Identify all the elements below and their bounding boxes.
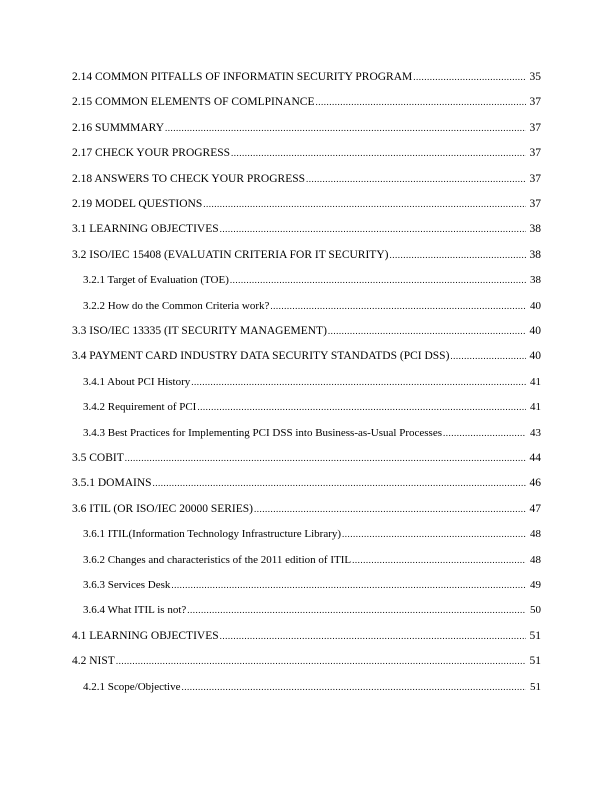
toc-entry[interactable] <box>83 400 541 414</box>
toc-dot-leader <box>270 299 526 313</box>
toc-entry-title: 3.4.1 About PCI History <box>83 375 191 388</box>
toc-page-number: 50 <box>530 604 541 617</box>
toc-dot-leader <box>197 400 526 414</box>
toc-dot-leader <box>328 324 526 338</box>
toc-page-number: 48 <box>530 553 541 566</box>
toc-dot-leader <box>450 349 526 363</box>
toc-page-number: 51 <box>530 680 541 693</box>
toc-entry[interactable] <box>72 172 541 186</box>
toc-entry-title: 3.5 COBIT <box>72 452 124 464</box>
toc-entry-title: 3.6.2 Changes and characteristics of the 2011 edition of ITIL <box>83 553 352 566</box>
toc-dot-leader <box>342 527 526 541</box>
toc-dot-leader <box>231 146 526 160</box>
toc-entry[interactable] <box>72 222 541 236</box>
toc-page-number: 37 <box>529 172 541 185</box>
toc-entry-title: 3.5.1 DOMAINS <box>72 477 152 490</box>
toc-page-number: 38 <box>530 274 541 287</box>
toc-page-number: 43 <box>530 426 541 439</box>
toc-page-number: 48 <box>530 528 541 541</box>
toc-page-number: 38 <box>529 248 541 261</box>
toc-entry[interactable] <box>83 273 541 287</box>
toc-entry[interactable] <box>72 654 541 668</box>
toc-dot-leader <box>153 476 526 490</box>
toc-page-number: 41 <box>530 401 541 414</box>
toc-entry[interactable] <box>83 426 541 440</box>
toc-dot-leader <box>203 197 526 211</box>
toc-dot-leader <box>306 172 526 186</box>
toc-dot-leader <box>443 426 526 440</box>
toc-dot-leader <box>352 553 526 567</box>
toc-entry[interactable] <box>83 553 541 567</box>
toc-page-number: 40 <box>529 350 541 363</box>
toc-entry-title: 3.6.3 Services Desk <box>83 579 171 591</box>
toc-entry-title: 2.18 ANSWERS TO CHECK YOUR PROGRESS <box>72 172 306 185</box>
toc-entry-title: 3.6.1 ITIL(Information Technology Infrastructure Library) <box>83 528 342 541</box>
toc-entry-title: 3.4 PAYMENT CARD INDUSTRY DATA SECURITY STANDATDS (PCI DSS) <box>72 350 450 363</box>
toc-dot-leader <box>165 121 526 135</box>
toc-dot-leader <box>220 222 526 236</box>
toc-entry[interactable] <box>72 70 541 84</box>
toc-entry[interactable] <box>83 299 541 313</box>
toc-entry[interactable] <box>72 476 541 490</box>
toc-entry[interactable] <box>83 527 541 541</box>
toc-page-number: 40 <box>529 325 541 337</box>
toc-page-number: 38 <box>529 223 541 236</box>
toc-page-number: 46 <box>529 477 541 490</box>
toc-page-number: 37 <box>529 96 541 109</box>
toc-page-number: 40 <box>530 299 541 312</box>
toc-entry[interactable] <box>83 578 541 592</box>
toc-entry-title: 3.4.2 Requirement of PCI <box>83 401 197 414</box>
toc-entry[interactable] <box>72 121 541 135</box>
toc-page-number: 41 <box>530 375 541 388</box>
toc-page-number: 37 <box>529 198 541 210</box>
toc-dot-leader <box>191 375 526 389</box>
toc-dot-leader <box>254 502 526 516</box>
toc-dot-leader <box>413 70 526 84</box>
toc-entry-title: 2.15 COMMON ELEMENTS OF COMLPINANCE <box>72 96 315 109</box>
toc-entry-title: 2.16 SUMMMARY <box>72 121 165 134</box>
toc-entry[interactable] <box>72 248 541 262</box>
toc-page-number: 37 <box>529 121 541 134</box>
toc-page-number: 51 <box>529 655 541 668</box>
toc-entry-title: 3.6.4 What ITIL is not? <box>83 604 187 617</box>
toc-dot-leader <box>315 95 526 109</box>
toc-page-number: 51 <box>529 629 541 642</box>
toc-dot-leader <box>125 451 526 465</box>
toc-entry-title: 3.6 ITIL (OR ISO/IEC 20000 SERIES) <box>72 502 254 515</box>
toc-dot-leader <box>389 248 526 262</box>
toc-entry-title: 2.14 COMMON PITFALLS OF INFORMATIN SECURITY PROGRAM <box>72 71 413 83</box>
toc-dot-leader <box>171 578 526 592</box>
toc-page-number: 44 <box>529 452 541 464</box>
toc-page-number: 37 <box>529 147 541 160</box>
toc-entry-title: 4.2.1 Scope/Objective <box>83 680 181 693</box>
toc-page-number: 35 <box>529 71 541 83</box>
toc-dot-leader <box>187 603 526 617</box>
toc-entry[interactable] <box>83 603 541 617</box>
toc-entry-title: 2.17 CHECK YOUR PROGRESS <box>72 147 231 160</box>
toc-entry-title: 3.4.3 Best Practices for Implementing PCI DSS into Business-as-Usual Processes <box>83 426 442 439</box>
toc-entry[interactable] <box>83 680 541 694</box>
toc-dot-leader <box>116 654 526 668</box>
toc-entry[interactable] <box>72 324 541 338</box>
toc-entry-title: 3.1 LEARNING OBJECTIVES <box>72 223 219 236</box>
toc-entry-title: 4.2 NIST <box>72 655 115 668</box>
toc-entry[interactable] <box>72 349 541 363</box>
toc-dot-leader <box>181 680 526 694</box>
toc-entry[interactable] <box>72 502 541 516</box>
toc-entry-title: 2.19 MODEL QUESTIONS <box>72 198 203 210</box>
toc-entry-title: 3.2 ISO/IEC 15408 (EVALUATIN CRITERIA FOR IT SECURITY) <box>72 248 389 261</box>
toc-entry-title: 3.2.2 How do the Common Criteria work? <box>83 299 270 312</box>
toc-entry[interactable] <box>72 197 541 211</box>
toc-entry[interactable] <box>72 95 541 109</box>
toc-entry-title: 3.2.1 Target of Evaluation (TOE) <box>83 274 229 287</box>
toc-entry[interactable] <box>83 375 541 389</box>
toc-entry[interactable] <box>72 629 541 643</box>
toc-entry-title: 3.3 ISO/IEC 13335 (IT SECURITY MANAGEMENT) <box>72 325 327 337</box>
toc-entry-title: 4.1 LEARNING OBJECTIVES <box>72 629 219 642</box>
toc-entry[interactable] <box>72 146 541 160</box>
toc-page-number: 49 <box>530 579 541 591</box>
toc-dot-leader <box>230 273 526 287</box>
toc-entry[interactable] <box>72 451 541 465</box>
toc-page-number: 47 <box>529 502 541 515</box>
toc-dot-leader <box>220 629 526 643</box>
